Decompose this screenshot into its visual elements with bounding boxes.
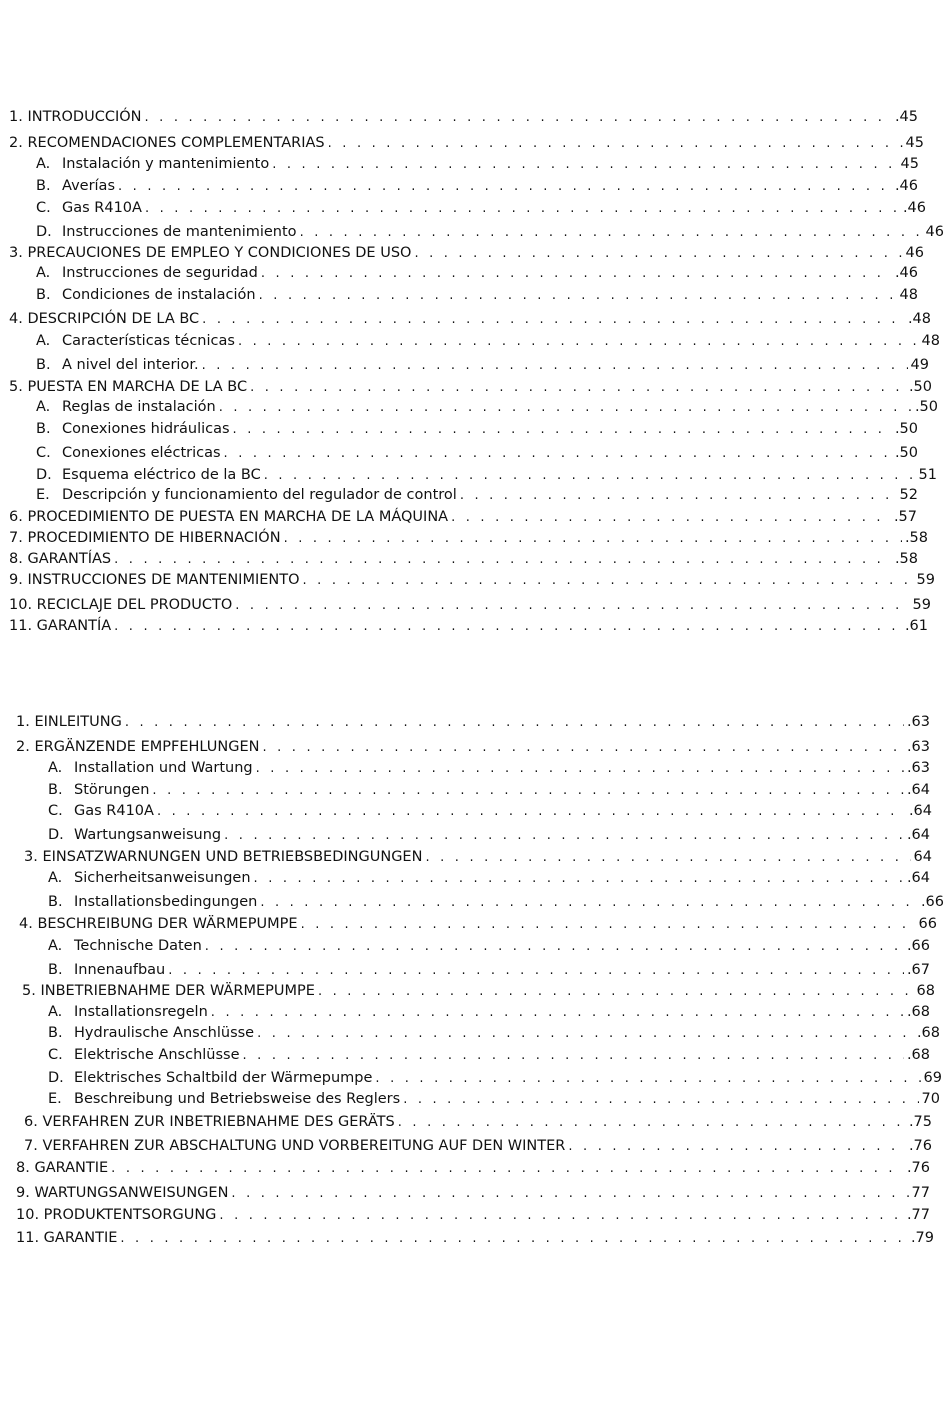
dot-leader	[318, 983, 914, 1001]
toc-entry-page: .68	[906, 1004, 930, 1020]
toc-entry-label	[16, 713, 122, 731]
toc-entry	[9, 596, 931, 615]
toc-entry-number: D.	[48, 1070, 64, 1086]
toc-subentry	[48, 759, 930, 778]
toc-entry-number: C.	[36, 445, 51, 461]
toc-entry-page: 46	[925, 224, 944, 240]
toc-entry-number: 3.	[9, 245, 23, 261]
toc-entry-label	[24, 1113, 395, 1131]
toc-entry-page: 64	[913, 849, 932, 865]
toc-subentry	[36, 286, 918, 305]
dot-leader	[301, 916, 916, 934]
dot-leader	[300, 224, 923, 242]
toc-entry-number: D.	[36, 224, 52, 240]
toc-subentry	[36, 264, 918, 283]
toc-entry-title: PROCEDIMIENTO DE PUESTA EN MARCHA DE LA MÁQUINA	[27, 509, 449, 525]
dot-leader	[231, 1185, 908, 1203]
toc-entry-number: 5.	[9, 379, 23, 395]
toc-entry-number: A.	[48, 870, 63, 886]
dot-leader	[451, 509, 891, 527]
toc-entry-title: Installationsregeln	[74, 1004, 208, 1020]
toc-entry-page: 49	[910, 357, 929, 373]
toc-subentry	[36, 444, 918, 463]
toc-entry-page: .68	[906, 1047, 930, 1063]
toc-entry-page: 52	[899, 487, 918, 503]
toc-entry-page: .63	[906, 714, 930, 730]
dot-leader	[114, 551, 892, 569]
toc-entry-label	[22, 982, 315, 1000]
toc-entry-title: Reglas de instalación	[62, 399, 216, 415]
dot-leader	[125, 714, 904, 732]
toc-entry-label	[48, 961, 165, 979]
toc-entry-page: .66	[906, 938, 930, 954]
toc-entry-page: 69	[923, 1070, 942, 1086]
toc-entry-number: 9.	[9, 572, 23, 588]
toc-entry-number: 3.	[24, 849, 38, 865]
toc-entry-number: 4.	[19, 916, 33, 932]
toc-entry-title: RECOMENDACIONES COMPLEMENTARIAS	[27, 135, 325, 151]
toc-entry-page: .76	[908, 1138, 932, 1154]
toc-entry-number: 1.	[9, 109, 23, 125]
toc-entry-number: C.	[36, 200, 51, 216]
toc-subentry	[48, 937, 930, 956]
toc-entry-label	[9, 529, 281, 547]
toc-entry-number: B.	[36, 421, 51, 437]
toc-entry-number: A.	[48, 938, 63, 954]
dot-leader	[257, 1025, 914, 1043]
toc-entry-page: .67	[906, 962, 930, 978]
toc-entry-label	[36, 444, 221, 462]
toc-entry-label	[48, 893, 257, 911]
dot-leader	[152, 782, 904, 800]
toc-entry-label	[36, 356, 199, 374]
toc-entry-title: Technische Daten	[74, 938, 202, 954]
toc-subentry	[36, 486, 918, 505]
toc-entry-number: 4.	[9, 311, 23, 327]
toc-entry-page: 51	[918, 467, 937, 483]
toc-entry	[22, 982, 935, 1001]
toc-subentry	[48, 1090, 940, 1109]
toc-entry-title: BESCHREIBUNG DER WÄRMEPUMPE	[37, 916, 298, 932]
toc-entry-number: 8.	[9, 551, 23, 567]
toc-entry	[24, 1137, 932, 1156]
toc-entry-page: 66	[918, 916, 937, 932]
toc-entry-label	[9, 310, 199, 328]
toc-entry-title: Instrucciones de seguridad	[62, 265, 258, 281]
toc-entry-title: ERGÄNZENDE EMPFEHLUNGEN	[34, 739, 260, 755]
toc-entry-title: PRECAUCIONES DE EMPLEO Y CONDICIONES DE USO	[27, 245, 412, 261]
toc-entry-number: A.	[36, 333, 51, 349]
toc-entry-number: D.	[48, 827, 64, 843]
toc-entry-title: Conexiones hidráulicas	[62, 421, 230, 437]
toc-entry-label	[9, 108, 142, 126]
toc-entry-label	[9, 134, 325, 152]
dot-leader	[261, 265, 892, 283]
toc-entry-title: EINLEITUNG	[34, 714, 122, 730]
dot-leader	[238, 333, 919, 351]
toc-entry	[9, 244, 924, 263]
toc-entry-page: .57	[893, 509, 917, 525]
toc-entry-label	[48, 781, 149, 799]
toc-subentry	[36, 199, 926, 218]
toc-entry-title: Beschreibung und Betriebsweise des Reglers	[74, 1091, 401, 1107]
toc-entry-title: Gas R410A	[62, 200, 142, 216]
toc-entry-title: INSTRUCCIONES DE MANTENIMIENTO	[27, 572, 300, 588]
toc-entry-title: Innenaufbau	[74, 962, 166, 978]
toc-entry-title: RECICLAJE DEL PRODUCTO	[36, 597, 233, 613]
toc-entry-page: .46	[894, 178, 918, 194]
dot-leader	[264, 467, 916, 485]
toc-entry-page: .45	[894, 109, 918, 125]
toc-entry-page: 77	[911, 1185, 930, 1201]
toc-entry	[16, 1159, 930, 1178]
toc-entry-title: GARANTIE	[34, 1160, 109, 1176]
toc-entry-title: Wartungsanweisung	[74, 827, 222, 843]
dot-leader	[120, 1230, 908, 1248]
dot-leader	[219, 1207, 904, 1225]
toc-entry-title: INBETRIEBNAHME DER WÄRMEPUMPE	[40, 983, 315, 999]
toc-subentry	[48, 1024, 940, 1043]
dot-leader	[243, 1047, 904, 1065]
dot-leader	[256, 760, 904, 778]
toc-entry-label	[9, 378, 247, 396]
toc-entry-title: WARTUNGSANWEISUNGEN	[34, 1185, 229, 1201]
toc-entry-page: 68	[916, 983, 935, 999]
toc-entry-title: GARANTIE	[43, 1230, 118, 1246]
toc-entry-page: 48	[921, 333, 940, 349]
dot-leader	[235, 597, 909, 615]
toc-entry-number: A.	[48, 1004, 63, 1020]
toc-entry-label	[36, 420, 230, 438]
toc-entry-number: 7.	[24, 1138, 38, 1154]
dot-leader	[460, 487, 897, 505]
toc-subentry	[48, 802, 932, 821]
toc-entry-number: A.	[36, 399, 51, 415]
toc-entry-number: 11.	[9, 618, 33, 634]
toc-entry	[24, 1113, 932, 1132]
toc-entry-title: GARANTÍA	[36, 618, 112, 634]
dot-leader	[219, 399, 912, 417]
toc-entry-label	[36, 466, 261, 484]
toc-entry-page: .77	[906, 1207, 930, 1223]
dot-leader	[114, 618, 902, 636]
dot-leader	[375, 1070, 920, 1088]
toc-entry-page: .50	[914, 399, 938, 415]
toc-entry-page: 59	[912, 597, 931, 613]
toc-entry-number: B.	[48, 782, 63, 798]
toc-entry-label	[48, 869, 251, 887]
toc-subentry	[36, 356, 929, 375]
toc-entry-title: PRODUKTENTSORGUNG	[43, 1207, 217, 1223]
toc-entry-label	[48, 1069, 372, 1087]
toc-entry-title: PROCEDIMIENTO DE HIBERNACIÓN	[27, 530, 281, 546]
toc-subentry	[36, 398, 938, 417]
toc-entry	[9, 134, 924, 153]
toc-entry-page: .46	[894, 265, 918, 281]
dot-leader	[259, 287, 897, 305]
toc-entry-label	[48, 759, 253, 777]
dot-leader	[145, 200, 900, 218]
toc-entry-title: Installation und Wartung	[74, 760, 253, 776]
dot-leader	[205, 938, 904, 956]
toc-entry-label	[9, 596, 232, 614]
toc-entry-title: GARANTÍAS	[27, 551, 112, 567]
toc-entry-number: B.	[36, 357, 51, 373]
toc-entry-title: VERFAHREN ZUR ABSCHALTUNG UND VORBEREITUNG AUF DEN WINTER	[42, 1138, 566, 1154]
dot-leader	[233, 421, 892, 439]
toc-entry-title: Sicherheitsanweisungen	[74, 870, 251, 886]
toc-entry-number: 9.	[16, 1185, 30, 1201]
toc-entry	[9, 378, 932, 397]
toc-entry	[16, 1229, 934, 1248]
toc-entry-number: B.	[36, 287, 51, 303]
dot-leader	[250, 379, 906, 397]
toc-entry-label	[9, 571, 300, 589]
toc-entry-page: 70	[921, 1091, 940, 1107]
toc-entry-title: Gas R410A	[74, 803, 154, 819]
toc-entry	[9, 508, 917, 527]
toc-entry-number: 2.	[16, 739, 30, 755]
toc-entry-title: Instalación y mantenimiento	[62, 156, 270, 172]
toc-entry-title: Averías	[62, 178, 116, 194]
dot-leader	[284, 530, 902, 548]
toc-entry-number: E.	[48, 1091, 62, 1107]
toc-entry-label	[36, 398, 216, 416]
toc-entry-page: .63	[906, 739, 930, 755]
toc-subentry	[48, 1003, 930, 1022]
toc-entry-title: INTRODUCCIÓN	[27, 109, 142, 125]
dot-leader	[145, 109, 892, 127]
toc-entry-page: .50	[908, 379, 932, 395]
toc-entry-title: Características técnicas	[62, 333, 235, 349]
dot-leader	[224, 827, 904, 845]
dot-leader	[303, 572, 914, 590]
dot-leader	[425, 849, 910, 867]
toc-entry-number: A.	[36, 156, 51, 172]
toc-entry-page: .66	[920, 894, 944, 910]
toc-entry-page: .58	[904, 530, 928, 546]
toc-entry-page: .63	[906, 760, 930, 776]
toc-entry-label	[16, 738, 259, 756]
toc-entry-page: 45	[905, 135, 924, 151]
toc-entry-page: .64	[906, 782, 930, 798]
toc-subentry	[36, 155, 919, 174]
toc-entry-page: .64	[908, 803, 932, 819]
toc-entry-label	[9, 244, 411, 262]
toc-entry	[9, 108, 918, 127]
toc-entry-label	[36, 486, 457, 504]
toc-subentry	[48, 826, 930, 845]
dot-leader	[568, 1138, 906, 1156]
toc-entry-page: .64	[906, 827, 930, 843]
toc-entry-label	[16, 1229, 117, 1247]
dot-leader	[414, 245, 902, 263]
toc-entry-number: D.	[36, 467, 52, 483]
toc-subentry	[36, 420, 918, 439]
toc-entry-label	[36, 155, 269, 173]
toc-entry	[19, 915, 937, 934]
toc-entry-label	[48, 1046, 240, 1064]
toc-entry-number: A.	[48, 760, 63, 776]
toc-entry-number: 1.	[16, 714, 30, 730]
toc-entry-label	[24, 1137, 565, 1155]
toc-subentry	[48, 1069, 942, 1088]
toc-entry-number: B.	[48, 1025, 63, 1041]
toc-entry-label	[9, 550, 111, 568]
toc-entry-label	[16, 1206, 216, 1224]
toc-entry-number: A.	[36, 265, 51, 281]
toc-entry	[24, 848, 932, 867]
toc-entry-label	[19, 915, 298, 933]
toc-entry-title: Hydraulische Anschlüsse	[74, 1025, 255, 1041]
dot-leader	[398, 1114, 906, 1132]
toc-subentry	[36, 223, 944, 242]
dot-leader	[328, 135, 903, 153]
toc-entry-title: PUESTA EN MARCHA DE LA BC	[27, 379, 248, 395]
toc-entry-title: Instrucciones de mantenimiento	[62, 224, 297, 240]
toc-entry-number: 2.	[9, 135, 23, 151]
dot-leader	[202, 357, 908, 375]
toc-entry-number: 7.	[9, 530, 23, 546]
toc-entry	[16, 713, 930, 732]
toc-subentry	[48, 869, 930, 888]
toc-entry	[16, 1184, 930, 1203]
toc-subentry	[48, 961, 930, 980]
toc-entry-page: .48	[907, 311, 931, 327]
toc-entry-label	[48, 802, 154, 820]
dot-leader	[111, 1160, 904, 1178]
toc-entry-page: .61	[904, 618, 928, 634]
toc-entry	[9, 571, 935, 590]
toc-entry	[16, 1206, 930, 1225]
toc-entry-page: .68	[916, 1025, 940, 1041]
toc-entry-label	[24, 848, 422, 866]
toc-entry-title: Installationsbedingungen	[74, 894, 258, 910]
toc-subentry	[36, 466, 937, 485]
toc-entry-page: 45	[900, 156, 919, 172]
toc-entry-number: 6.	[9, 509, 23, 525]
toc-entry-number: 10.	[16, 1207, 40, 1223]
toc-entry-page: 59	[916, 572, 935, 588]
toc-entry-title: Condiciones de instalación	[62, 287, 256, 303]
toc-entry-page: 46	[905, 245, 924, 261]
toc-entry-number: 10.	[9, 597, 33, 613]
dot-leader	[202, 311, 905, 329]
toc-entry-title: Elektrische Anschlüsse	[74, 1047, 240, 1063]
toc-entry-label	[9, 508, 448, 526]
dot-leader	[254, 870, 904, 888]
toc-entry-page: .79	[910, 1230, 934, 1246]
dot-leader	[403, 1091, 918, 1109]
toc-entry-label	[16, 1184, 228, 1202]
toc-entry-page: .50	[894, 421, 918, 437]
toc-entry-label	[48, 937, 202, 955]
toc-entry-number: 5.	[22, 983, 36, 999]
toc-entry-number: C.	[48, 803, 63, 819]
toc-entry-page: .58	[894, 551, 918, 567]
toc-entry-number: E.	[36, 487, 50, 503]
toc-entry-title: Esquema eléctrico de la BC	[62, 467, 261, 483]
toc-entry-label	[48, 1003, 208, 1021]
toc-entry-page: .75	[908, 1114, 932, 1130]
toc-entry-page: .64	[906, 870, 930, 886]
toc-subentry	[36, 332, 940, 351]
toc-entry	[16, 738, 930, 757]
dot-leader	[118, 178, 892, 196]
toc-entry-label	[48, 1024, 254, 1042]
dot-leader	[260, 894, 918, 912]
dot-leader	[272, 156, 897, 174]
dot-leader	[262, 739, 903, 757]
toc-entry-number: 6.	[24, 1114, 38, 1130]
toc-entry-number: C.	[48, 1047, 63, 1063]
toc-entry-title: A nivel del interior.	[62, 357, 199, 373]
toc-entry-page: .46	[902, 200, 926, 216]
toc-entry-number: 8.	[16, 1160, 30, 1176]
toc-entry-title: EINSATZWARNUNGEN UND BETRIEBSBEDINGUNGEN	[42, 849, 423, 865]
toc-entry-title: DESCRIPCIÓN DE LA BC	[27, 311, 200, 327]
toc-entry-page: .76	[906, 1160, 930, 1176]
toc-entry-label	[36, 264, 258, 282]
dot-leader	[224, 445, 892, 463]
toc-entry	[9, 310, 931, 329]
toc-entry	[9, 550, 918, 569]
toc-entry-title: Descripción y funcionamiento del regulador de control	[62, 487, 457, 503]
toc-entry-number: B.	[36, 178, 51, 194]
toc-subentry	[48, 781, 930, 800]
toc-subentry	[48, 1046, 930, 1065]
toc-subentry	[36, 177, 918, 196]
toc-entry	[9, 529, 928, 548]
toc-entry-title: Störungen	[74, 782, 150, 798]
toc-entry-number: B.	[48, 894, 63, 910]
toc-entry-page: 48	[899, 287, 918, 303]
toc-entry-title: Elektrisches Schaltbild der Wärmepumpe	[74, 1070, 373, 1086]
toc-entry-label	[9, 617, 111, 635]
toc-entry-label	[48, 826, 221, 844]
toc-entry	[9, 617, 928, 636]
toc-entry-label	[48, 1090, 400, 1108]
toc-entry-label	[36, 332, 235, 350]
toc-entry-label	[36, 223, 297, 241]
dot-leader	[157, 803, 906, 821]
toc-entry-label	[36, 286, 256, 304]
toc-entry-label	[36, 177, 115, 195]
toc-entry-number: B.	[48, 962, 63, 978]
toc-entry-title: Conexiones eléctricas	[62, 445, 221, 461]
toc-entry-number: 11.	[16, 1230, 40, 1246]
toc-entry-label	[16, 1159, 108, 1177]
toc-entry-label	[36, 199, 142, 217]
toc-entry-page: .50	[894, 445, 918, 461]
toc-entry-title: VERFAHREN ZUR INBETRIEBNAHME DES GERÄTS	[42, 1114, 395, 1130]
dot-leader	[168, 962, 904, 980]
toc-subentry	[48, 893, 944, 912]
dot-leader	[211, 1004, 904, 1022]
